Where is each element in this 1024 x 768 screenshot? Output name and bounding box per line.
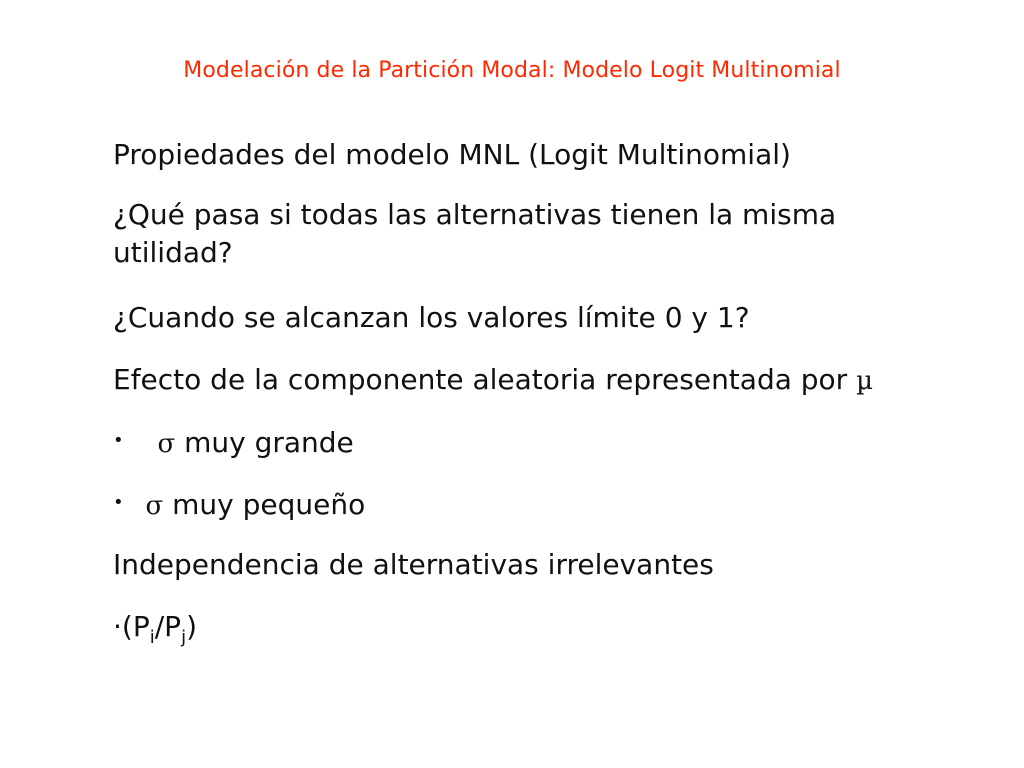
ratio-suffix: ) [186, 610, 198, 643]
random-effect-text: Efecto de la componente aleatoria representada por [113, 363, 857, 396]
bullet-icon: • [113, 430, 124, 451]
ratio-prefix: ·(P [113, 610, 150, 643]
limits-text: ¿Cuando se alcanzan los valores límite 0 y 1? [113, 301, 750, 334]
ratio-mid: /P [154, 610, 182, 643]
same-utility-text-1: ¿Qué pasa si todas las alternativas tienen la misma [113, 198, 837, 231]
sigma-large-text: muy grande [184, 426, 354, 459]
iia-text: Independencia de alternativas irrelevantes [113, 548, 714, 581]
properties-text: Propiedades del modelo MNL (Logit Multinomial) [113, 138, 791, 171]
same-utility-text-2: utilidad? [113, 236, 233, 269]
ratio-sub-j: j [181, 627, 187, 648]
bullet-icon: • [113, 492, 124, 513]
limits-line [113, 299, 750, 337]
sigma-small-text: muy pequeño [172, 488, 366, 521]
slide-title: Modelación de la Partición Modal: Modelo Logit Multinomial [183, 58, 841, 83]
sigma-symbol: σ [145, 491, 164, 521]
ratio-sub-i: i [149, 627, 155, 648]
sigma-small-line [113, 486, 365, 525]
random-effect-line [113, 361, 873, 400]
mu-symbol: µ [856, 366, 873, 396]
sigma-large-line [113, 424, 354, 463]
same-utility-line-2 [113, 234, 233, 272]
iia-line [113, 546, 714, 584]
sigma-symbol: σ [157, 429, 176, 459]
same-utility-line-1 [113, 196, 836, 234]
properties-line [113, 136, 791, 174]
ratio-line [113, 608, 197, 646]
